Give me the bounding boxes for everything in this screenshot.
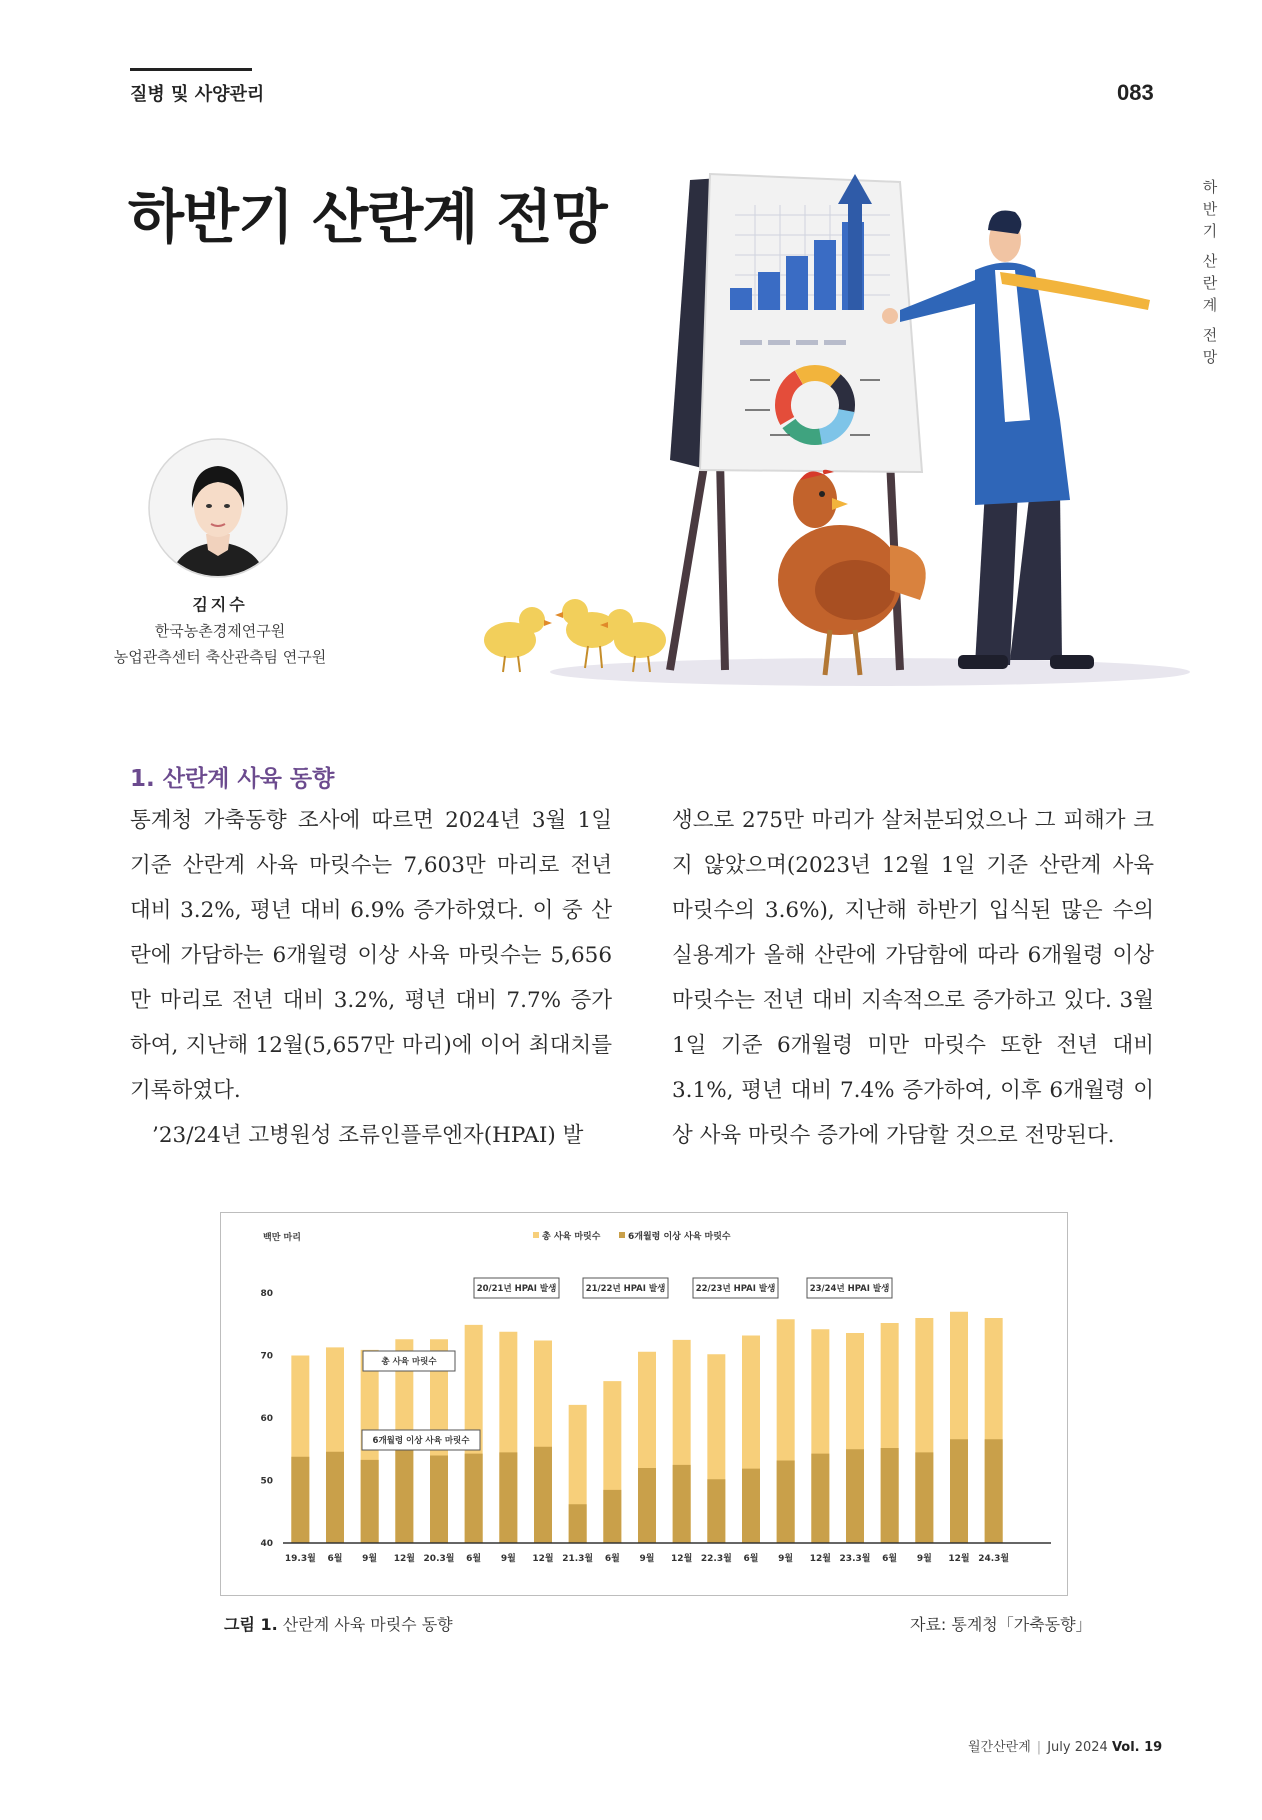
x-tick-label: 9월 xyxy=(778,1554,794,1564)
x-tick-label: 22.3월 xyxy=(700,1554,732,1564)
side-title-char: 하 xyxy=(1202,178,1218,196)
author-team: 농업관측센터 축산관측팀 연구원 xyxy=(113,648,327,666)
x-tick-label: 6월 xyxy=(604,1554,620,1564)
side-title-vertical xyxy=(1198,176,1222,368)
side-title-char: 계 xyxy=(1202,296,1218,314)
y-tick-label: 50 xyxy=(260,1476,273,1487)
hpai-annotation-label: 21/22년 HPAI 발생 xyxy=(585,1284,666,1294)
bar-mature xyxy=(465,1454,483,1543)
header-rule xyxy=(130,68,252,71)
bar-mature xyxy=(950,1439,968,1543)
hero-illustration xyxy=(470,160,1200,700)
side-title-char: 전 xyxy=(1202,326,1218,344)
side-title-char: 란 xyxy=(1202,274,1218,292)
y-tick-label: 70 xyxy=(260,1351,273,1362)
bar-mature xyxy=(499,1452,517,1543)
figure-source: 자료: 통계청「가축동향」 xyxy=(910,1615,1092,1634)
y-tick-label: 40 xyxy=(260,1539,273,1549)
x-tick-label: 9월 xyxy=(362,1554,378,1564)
figure-caption-text: 산란계 사육 마릿수 동향 xyxy=(277,1615,453,1634)
x-tick-label: 24.3월 xyxy=(978,1554,1010,1564)
x-tick-label: 23.3월 xyxy=(839,1554,871,1564)
legend-swatch xyxy=(619,1232,625,1238)
section-heading: 1. 산란계 사육 동향 xyxy=(130,766,335,792)
bar-mature xyxy=(985,1439,1003,1543)
figure-caption xyxy=(224,1612,453,1635)
y-tick-label: 80 xyxy=(260,1289,273,1299)
x-tick-label: 9월 xyxy=(639,1554,655,1564)
body-paragraph: ’23/24년 고병원성 조류인플루엔자(HPAI) 발 xyxy=(152,1123,584,1148)
legend-swatch xyxy=(533,1232,539,1238)
body-paragraph: 통계청 가축동향 조사에 따르면 2024년 3월 1일 기준 산란계 사육 마릿수는 7,603만 마리로 전년 대비 3.2%, 평년 대비 6.9% 증가하였다. 이 중 산란에 가담하는 6개월령 이상 사육 마릿수는 5,656만 마리로 전년 대비 3.2%, 평년 대비 7.7% 증가하여, 지난해 12월(5,657만 마리)에 이어 최대치를 기록하였다. xyxy=(130,808,612,1103)
hpai-annotation-label: 20/21년 HPAI 발생 xyxy=(476,1284,557,1294)
x-tick-label: 12월 xyxy=(948,1554,970,1564)
bar-mature xyxy=(777,1461,795,1544)
x-tick-label: 12월 xyxy=(809,1554,831,1564)
author-photo xyxy=(148,438,288,578)
hpai-annotation-label: 23/24년 HPAI 발생 xyxy=(809,1284,890,1294)
x-tick-label: 20.3월 xyxy=(423,1554,455,1564)
side-title-char: 산 xyxy=(1202,252,1218,270)
footer-separator: | xyxy=(1036,1740,1042,1755)
x-tick-label: 6월 xyxy=(882,1554,898,1564)
bar-mature xyxy=(291,1457,309,1543)
section-label: 질병 및 사양관리 xyxy=(130,84,265,105)
side-title-char: 망 xyxy=(1202,348,1218,366)
figure-caption-prefix: 그림 1. xyxy=(224,1615,278,1634)
x-tick-label: 12월 xyxy=(671,1554,693,1564)
side-title-char: 기 xyxy=(1202,222,1218,240)
livestock-count-chart xyxy=(221,1213,1067,1595)
footer-magazine: 월간산란계 xyxy=(968,1740,1031,1755)
bar-mature xyxy=(326,1452,344,1543)
bar-mature xyxy=(742,1469,760,1543)
bar-mature xyxy=(430,1456,448,1544)
x-tick-label: 6월 xyxy=(743,1554,759,1564)
bar-mature xyxy=(534,1447,552,1543)
side-title-char: 반 xyxy=(1202,200,1218,218)
bar-mature xyxy=(361,1460,379,1543)
footer-volume: Vol. 19 xyxy=(1111,1740,1163,1755)
footer-issue: July 2024 xyxy=(1047,1740,1108,1755)
bar-mature xyxy=(673,1465,691,1543)
bar-mature xyxy=(915,1452,933,1543)
x-tick-label: 21.3월 xyxy=(562,1554,594,1564)
chart-frame xyxy=(220,1212,1068,1596)
page-title: 하반기 산란계 전망 xyxy=(128,183,607,251)
bar-mature xyxy=(881,1448,899,1543)
y-tick-label: 60 xyxy=(260,1414,273,1424)
bar-mature xyxy=(811,1454,829,1543)
x-tick-label: 12월 xyxy=(393,1554,415,1564)
author-name: 김지수 xyxy=(192,595,248,614)
bar-mature xyxy=(395,1446,413,1543)
legend-label: 총 사육 마릿수 xyxy=(542,1232,601,1242)
x-tick-label: 9월 xyxy=(500,1554,516,1564)
mature-callout-label: 6개월령 이상 사육 마릿수 xyxy=(372,1436,470,1446)
bar-mature xyxy=(638,1468,656,1543)
x-tick-label: 12월 xyxy=(532,1554,554,1564)
page-number: 083 xyxy=(1117,80,1154,105)
legend-label: 6개월령 이상 사육 마릿수 xyxy=(628,1232,731,1242)
x-tick-label: 6월 xyxy=(466,1554,482,1564)
x-tick-label: 6월 xyxy=(327,1554,343,1564)
side-title-gap xyxy=(1198,316,1222,324)
body-column-right xyxy=(672,798,1154,1158)
side-title-gap xyxy=(1198,242,1222,250)
x-tick-label: 19.3월 xyxy=(284,1554,316,1564)
bar-mature xyxy=(603,1490,621,1543)
author-organization: 한국농촌경제연구원 xyxy=(154,622,286,640)
y-axis-unit: 백만 마리 xyxy=(263,1233,301,1243)
bar-mature xyxy=(846,1449,864,1543)
hpai-annotation-label: 22/23년 HPAI 발생 xyxy=(695,1284,776,1294)
total-callout-label: 총 사육 마릿수 xyxy=(381,1357,437,1367)
x-tick-label: 9월 xyxy=(916,1554,932,1564)
bar-mature xyxy=(569,1504,587,1543)
body-column-left xyxy=(130,798,612,1158)
body-paragraph: 생으로 275만 마리가 살처분되었으나 그 피해가 크지 않았으며(2023년 12월 1일 기준 산란계 사육 마릿수의 3.6%), 지난해 하반기 입식된 많은 수의 실용계가 올해 산란에 가담함에 따라 6개월령 이상 마릿수는 전년 대비 지속적으로 증가하고 있다. 3월 1일 기준 6개월령 미만 마릿수 또한 전년 대비 3.1%, 평년 대비 7.4% 증가하여, 이후 6개월령 이상 사육 마릿수 증가에 가담할 것으로 전망된다. xyxy=(672,808,1154,1148)
bar-mature xyxy=(707,1479,725,1543)
footer xyxy=(968,1736,1162,1755)
